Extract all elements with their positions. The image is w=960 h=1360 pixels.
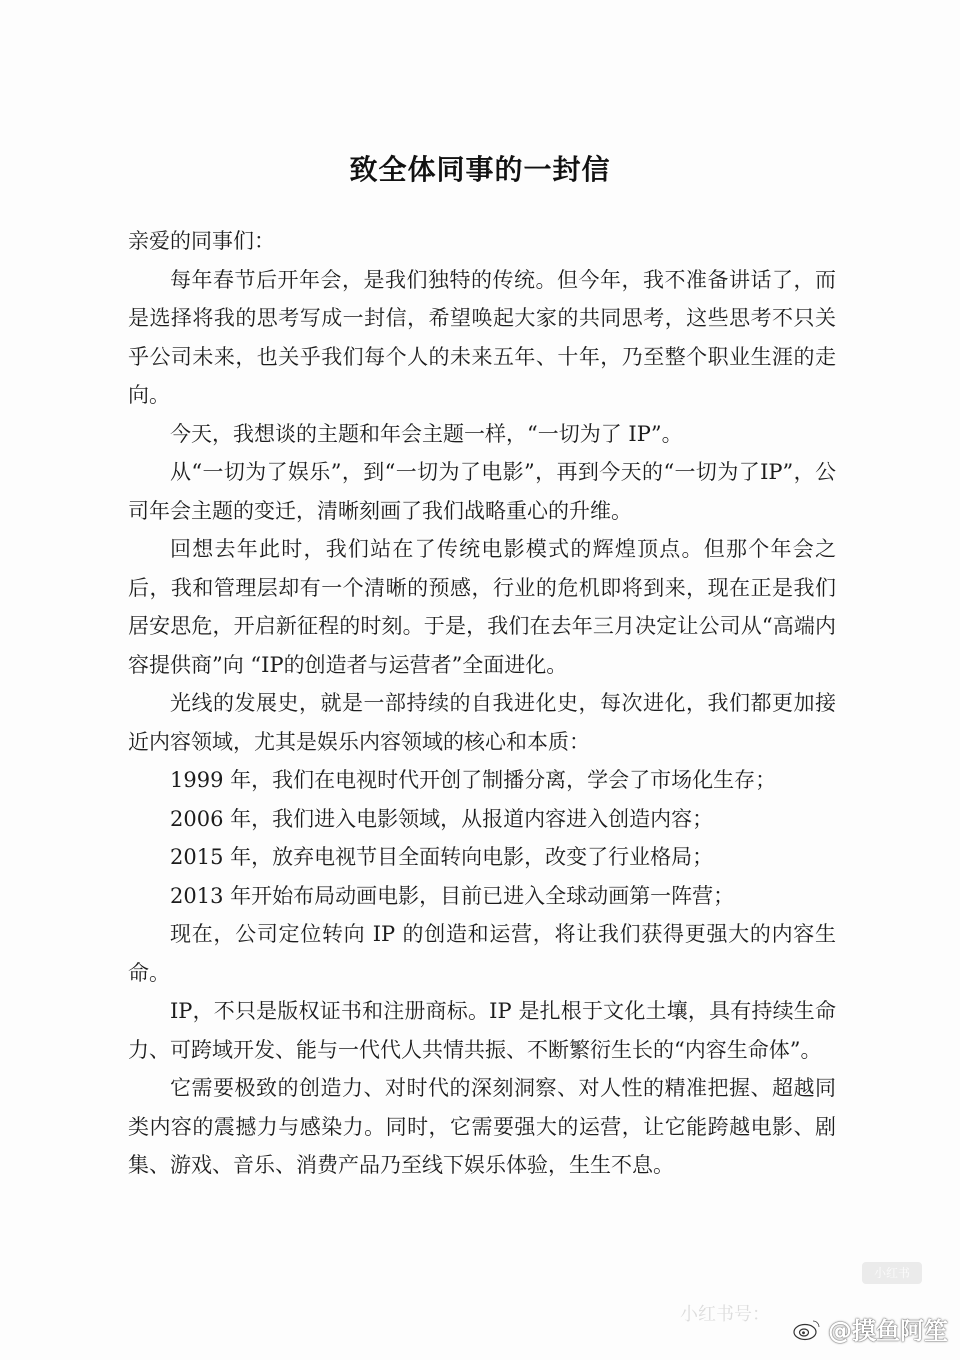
paragraph: IP，不只是版权证书和注册商标。IP 是扎根于文化土壤，具有持续生命力、可跨域开发、能与一代代人共情共振、不断繁衍生长的“内容生命体”。: [128, 999, 836, 1062]
paragraph: 现在，公司定位转向 IP 的创造和运营，将让我们获得更强大的内容生命。: [128, 922, 836, 985]
milestone-item: 1999 年，我们在电视时代开创了制播分离，学会了市场化生存；: [170, 768, 777, 792]
greeting: 亲爱的同事们：: [128, 229, 275, 253]
paragraph: 它需要极致的创造力、对时代的深刻洞察、对人性的精准把握、超越同类内容的震撼力与感染力。同时，它需要强大的运营，让它能跨越电影、剧集、游戏、音乐、消费产品乃至线下娱乐体验，生生不息。: [128, 1076, 836, 1177]
weibo-icon: [792, 1317, 822, 1341]
paragraph: 回想去年此时，我们站在了传统电影模式的辉煌顶点。但那个年会之后，我和管理层却有一个清晰的预感，行业的危机即将到来，现在正是我们居安思危，开启新征程的时刻。于是，我们在去年三月决定让公司从“高端内容提供商”向 “IP的创造者与运营者”全面进化。: [128, 537, 836, 677]
paragraph: 今天，我想谈的主题和年会主题一样，“一切为了 IP”。: [170, 421, 683, 446]
xiaohongshu-badge: 小红书: [862, 1262, 922, 1284]
paragraph: 每年春节后开年会，是我们独特的传统。但今年，我不准备讲话了，而是选择将我的思考写成一封信，希望唤起大家的共同思考，这些思考不只关乎公司未来，也关乎我们每个人的未来五年、十年，乃至整个职业生涯的走向。: [128, 267, 836, 407]
letter-body: [128, 222, 836, 1185]
weibo-handle: @摸鱼阿笙: [828, 1317, 948, 1345]
milestone-item: 2006 年，我们进入电影领域，从报道内容进入创造内容；: [170, 806, 714, 831]
paragraph: 光线的发展史，就是一部持续的自我进化史，每次进化，我们都更加接近内容领域，尤其是娱乐内容领域的核心和本质：: [128, 691, 836, 754]
weibo-watermark: [792, 1311, 948, 1346]
milestone-item: 2015 年，放弃电视节目全面转向电影，改变了行业格局；: [170, 845, 714, 869]
milestone-item: 2013 年开始布局动画电影，目前已进入全球动画第一阵营；: [170, 883, 735, 908]
page-title: 致全体同事的一封信: [349, 153, 611, 186]
xiaohongshu-watermark: 小红书号：: [680, 1304, 770, 1325]
paragraph: 从“一切为了娱乐”，到“一切为了电影”，再到今天的“一切为了IP”，公司年会主题的变迁，清晰刻画了我们战略重心的升维。: [128, 460, 836, 523]
